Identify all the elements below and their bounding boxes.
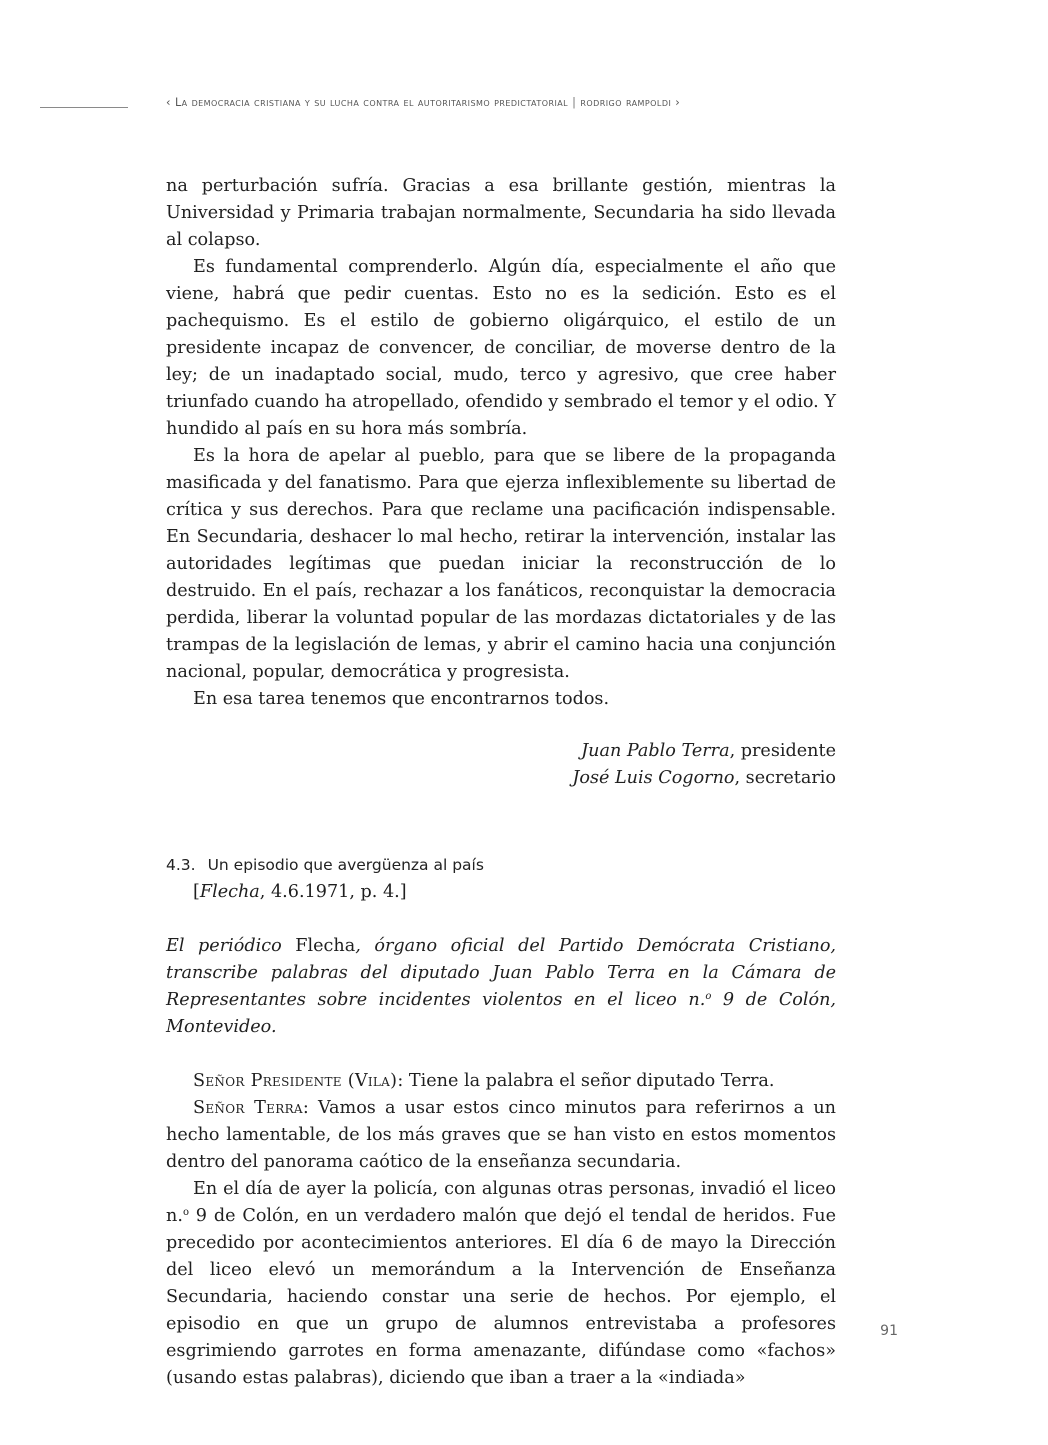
intro-text-2: , órgano oficial del Partido Demócrata Cristiano, transcribe palabras del diputado Juan Pablo Terra en la Cámara de Representantes sobre incidentes violentos en el liceo n.	[166, 936, 837, 1010]
intro-ordinal: o	[705, 991, 712, 1002]
running-head-book-title: La democracia cristiana y su lucha contra el autoritarismo predictatorial	[174, 96, 569, 109]
source-publication: Flecha	[199, 882, 260, 902]
running-head-author: rodrigo rampoldi	[580, 96, 672, 109]
body-paragraph-2: Es fundamental comprenderlo. Algún día, especialmente el año que viene, habrá que pedir cuentas. Esto no es la sedición. Esto es el pachequismo. Es el estilo de gobierno oligárquico, el estilo de un presidente incapaz de convencer, de conciliar, de moverse dentro de la ley; de un inadaptado social, mudo, terco y agresivo, que cree haber triunfado cuando ha atropellado, ofendido y sembrado el temor y el odio. Y hundido al país en su hora más sombría.	[166, 257, 836, 439]
dialogue-line-president	[166, 1068, 836, 1095]
dialogue-line-terra	[166, 1095, 836, 1176]
section-title: Un episodio que avergüenza al país	[207, 856, 484, 874]
intro-text-1: El periódico	[166, 936, 282, 956]
source-citation	[166, 879, 836, 906]
signatory-name: José Luis Cogorno	[572, 768, 735, 788]
running-head-separator: |	[572, 96, 577, 109]
running-head	[166, 96, 846, 109]
speaker-president: Señor Presidente (Vila)	[193, 1071, 398, 1091]
intro-text-3: 9 de Colón, Montevideo.	[166, 990, 837, 1037]
running-head-open-mark: ‹	[166, 96, 171, 109]
dialogue-paragraph-3	[166, 1176, 836, 1392]
signatory-name: Juan Pablo Terra	[581, 741, 730, 761]
source-details: , 4.6.1971, p. 4.]	[259, 882, 407, 902]
paragraph-3-ordinal: o	[182, 1207, 189, 1218]
paragraph-3-text-1: En el día de ayer la policía, con algunas otras personas, invadió el liceo n.	[166, 1179, 836, 1226]
page-body	[166, 173, 836, 1392]
page-number: 91	[880, 1323, 898, 1339]
signature-block	[166, 738, 836, 792]
section-heading	[166, 852, 836, 879]
signature-line	[166, 765, 836, 792]
paragraph-3-text-2: 9 de Colón, en un verdadero malón que dejó el tendal de heridos. Fue precedido por acontecimientos anteriores. El día 6 de mayo la Dirección del liceo elevó un memorándum a la Intervención de Enseñanza Secundaria, haciendo constar una serie de hechos. Por ejemplo, el episodio en que un grupo de alumnos entrevistaba a profesores esgrimiendo garrotes en forma amenazante, difúndase como «fachos» (usando estas palabras), diciendo que iban a traer a la «indiada»	[166, 1206, 836, 1388]
terra-speech: : Vamos a usar estos cinco minutos para referirnos a un hecho lamentable, de los más graves que se han visto en estos momentos dentro del panorama caótico de la enseñanza secundaria.	[166, 1098, 836, 1172]
running-head-close-mark: ›	[675, 96, 681, 109]
source-open-bracket: [	[193, 882, 200, 902]
body-paragraph-4: En esa tarea tenemos que encontrarnos todos.	[193, 689, 610, 709]
speaker-terra: Señor Terra	[193, 1098, 303, 1118]
body-paragraph-3: Es la hora de apelar al pueblo, para que se libere de la propaganda masificada y del fanatismo. Para que ejerza inflexiblemente su libertad de crítica y sus derechos. Para que reclame una pacificación indispensable. En Secundaria, deshacer lo mal hecho, retirar la intervención, instalar las autoridades legítimas que puedan iniciar la reconstrucción de lo destruido. En el país, rechazar a los fanáticos, reconquistar la democracia perdida, liberar la voluntad popular de las mordazas dictatoriales y de las trampas de la legislación de lemas, y abrir el camino hacia una conjunción nacional, popular, democrática y progresista.	[166, 446, 836, 682]
section-intro	[166, 933, 836, 1041]
signature-line	[166, 738, 836, 765]
intro-newspaper-name: Flecha	[281, 936, 356, 956]
section-number: 4.3.	[166, 856, 196, 874]
signatory-role: , secretario	[734, 768, 836, 788]
signatory-role: , presidente	[729, 741, 836, 761]
header-rule	[40, 107, 128, 108]
body-paragraph-1: na perturbación sufría. Gracias a esa brillante gestión, mientras la Universidad y Primaria trabajan normalmente, Secundaria ha sido llevada al colapso.	[166, 176, 836, 250]
president-speech: : Tiene la palabra el señor diputado Terra.	[397, 1071, 775, 1091]
